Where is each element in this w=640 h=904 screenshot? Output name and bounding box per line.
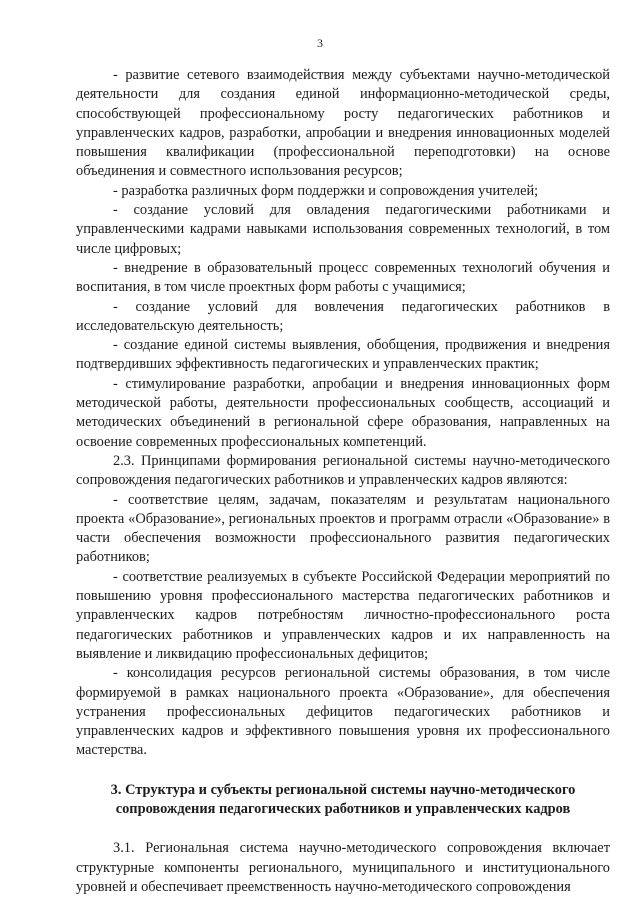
paragraph-support-forms: - разработка различных форм поддержки и сопровождения учителей; [113,182,539,199]
paragraph-modern-technologies: - внедрение в образовательный процесс современных технологий обучения и воспитания, в том числе проектных форм работы с учащимися; [76,259,610,296]
paragraph-digital-skills: - создание условий для овладения педагогическими работниками и управленческими кадрами навыками использования современных технологий, в том числе цифровых; [76,202,610,257]
paragraph-research-involvement: - создание условий для вовлечения педагогических работников в исследовательскую деятельность; [76,298,610,334]
paragraph-structure: 3.1. Региональная система научно-методического сопровождения включает структурные компоненты регионального, муниципального и институционального уровней и обеспечивает преемственность научно-методического сопровождения [76,840,610,895]
paragraph-principle-goals: - соответствие целям, задачам, показателям и результатам национального проекта «Образование», региональных проектов и программ отрасли «Образование» в части обеспечения возможности профессионального развития педагогических работников; [76,491,610,566]
document-body [76,66,610,897]
spacer [76,819,610,839]
section-heading: 3. Структура и субъекты региональной системы научно-методического сопровождения педагогических работников и управленческих кадров [110,781,576,817]
paragraph-stimulation: - стимулирование разработки, апробации и внедрения инновационных форм методической работы, деятельности профессиональных сообществ, ассоциаций и методических объединений в региональной сфере образования, направленных на освоение современных профессиональных компетенций. [76,375,610,450]
spacer [76,761,610,781]
paragraph-principle-resources: - консолидация ресурсов региональной системы образования, в том числе формируемой в рамках национального проекта «Образование», для обеспечения устранения профессиональных дефицитов педагогических работников и управленческих кадров и эффективного повышения уровня их профессионального мастерства. [76,665,610,759]
paragraph-network-interaction: - развитие сетевого взаимодействия между субъектами научно-методической деятельности для создания единой информационно-методической среды, способствующей профессиональному росту педагогических работников и управленческих кадров, разработки, апробации и внедрения инновационных моделей повышения квалификации (профессиональной переподготовки) на основе объединения и совместного использования ресурсов; [76,67,610,180]
paragraph-principles: 2.3. Принципами формирования региональной системы научно-методического сопровождения педагогических работников и управленческих кадров являются: [76,452,610,489]
paragraph-unified-system: - создание единой системы выявления, обобщения, продвижения и внедрения подтвердивших эффективность педагогических и управленческих практик; [76,337,610,373]
paragraph-principle-needs: - соответствие реализуемых в субъекте Российской Федерации мероприятий по повышению уровня профессионального мастерства педагогических работников и управленческих кадров потребностям личностно-профессионального роста педагогических работников и управленческих кадров и их направленность на выявление и ликвидацию профессиональных дефицитов; [76,568,610,662]
page-number: 3 [317,36,323,50]
